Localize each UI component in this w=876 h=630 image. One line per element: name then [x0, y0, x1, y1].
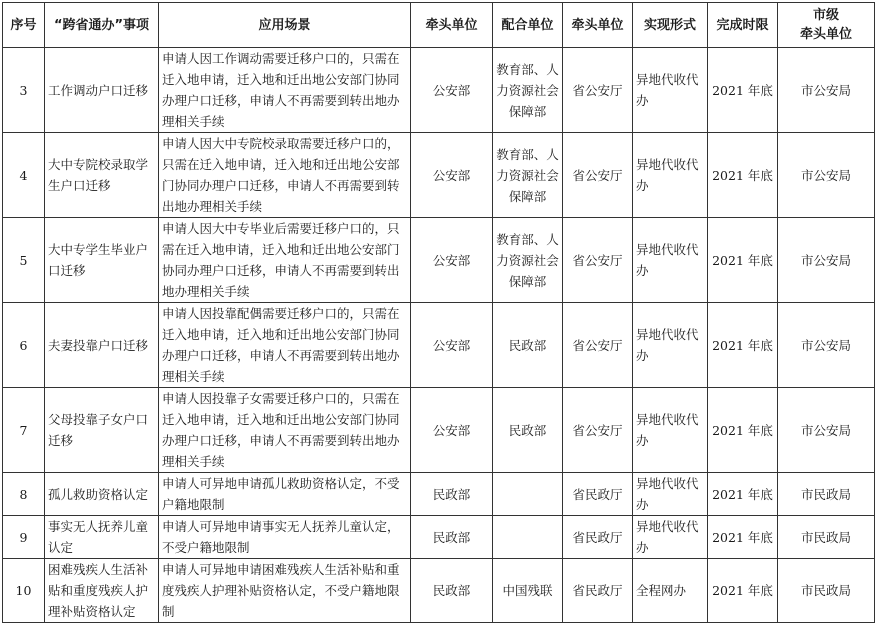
cell-deadline: 2021 年底 [708, 133, 778, 218]
cell-city-lead-unit: 市公安局 [778, 133, 875, 218]
header-lead-unit-provincial: 牵头单位 [563, 3, 633, 48]
cell-item: 孤儿救助资格认定 [45, 473, 159, 516]
table-row [3, 388, 875, 473]
table-row [3, 48, 875, 133]
cell-seq: 4 [3, 133, 45, 218]
table-row [3, 218, 875, 303]
cell-item: 事实无人抚养儿童认定 [45, 516, 159, 559]
header-city-lead-unit [778, 3, 875, 48]
cell-scene: 申请人因投靠子女需要迁移户口的，只需在迁入地申请，迁入地和迁出地公安部门协同办理户口迁移，申请人不再需要到转出地办理相关手续 [159, 388, 411, 473]
cell-coop-unit [493, 473, 563, 516]
cell-item: 父母投靠子女户口迁移 [45, 388, 159, 473]
cell-seq: 5 [3, 218, 45, 303]
cell-scene: 申请人可异地申请事实无人抚养儿童认定，不受户籍地限制 [159, 516, 411, 559]
cell-lead-unit: 民政部 [411, 559, 493, 623]
table-row [3, 516, 875, 559]
cell-seq: 6 [3, 303, 45, 388]
header-form: 实现形式 [633, 3, 708, 48]
cell-scene: 申请人因投靠配偶需要迁移户口的，只需在迁入地申请，迁入地和迁出地公安部门协同办理户口迁移，申请人不再需要到转出地办理相关手续 [159, 303, 411, 388]
cell-city-lead-unit: 市公安局 [778, 48, 875, 133]
cell-seq: 3 [3, 48, 45, 133]
cell-form: 全程网办 [633, 559, 708, 623]
cell-deadline: 2021 年底 [708, 516, 778, 559]
cell-lead-unit-provincial: 省公安厅 [563, 303, 633, 388]
cell-form: 异地代收代办 [633, 133, 708, 218]
cell-lead-unit-provincial: 省民政厅 [563, 473, 633, 516]
cell-lead-unit: 民政部 [411, 516, 493, 559]
cell-deadline: 2021 年底 [708, 559, 778, 623]
cell-item: 夫妻投靠户口迁移 [45, 303, 159, 388]
header-coop-unit: 配合单位 [493, 3, 563, 48]
table-row [3, 559, 875, 623]
cell-form: 异地代收代办 [633, 388, 708, 473]
table-header-row [3, 3, 875, 48]
cell-scene: 申请人因大中专院校录取需要迁移户口的，只需在迁入地申请，迁入地和迁出地公安部门协同办理户口迁移，申请人不再需要到转出地办理相关手续 [159, 133, 411, 218]
cell-lead-unit-provincial: 省公安厅 [563, 388, 633, 473]
cell-lead-unit-provincial: 省公安厅 [563, 48, 633, 133]
cell-lead-unit: 公安部 [411, 133, 493, 218]
cell-deadline: 2021 年底 [708, 473, 778, 516]
cell-form: 异地代收代办 [633, 473, 708, 516]
cell-lead-unit: 公安部 [411, 303, 493, 388]
cell-lead-unit-provincial: 省公安厅 [563, 133, 633, 218]
header-item: “跨省通办”事项 [45, 3, 159, 48]
header-seq: 序号 [3, 3, 45, 48]
cell-form: 异地代收代办 [633, 303, 708, 388]
cell-lead-unit-provincial: 省民政厅 [563, 559, 633, 623]
cell-seq: 8 [3, 473, 45, 516]
header-scene: 应用场景 [159, 3, 411, 48]
cell-form: 异地代收代办 [633, 218, 708, 303]
cell-city-lead-unit: 市公安局 [778, 303, 875, 388]
header-deadline: 完成时限 [708, 3, 778, 48]
cell-city-lead-unit: 市公安局 [778, 388, 875, 473]
cell-scene: 申请人可异地申请孤儿救助资格认定，不受户籍地限制 [159, 473, 411, 516]
cell-form: 异地代收代办 [633, 48, 708, 133]
cell-lead-unit-provincial: 省公安厅 [563, 218, 633, 303]
cell-coop-unit: 中国残联 [493, 559, 563, 623]
header-city-lead-line1: 市级 [812, 8, 839, 23]
cell-city-lead-unit: 市民政局 [778, 559, 875, 623]
cell-deadline: 2021 年底 [708, 218, 778, 303]
cell-item: 大中专学生毕业户口迁移 [45, 218, 159, 303]
cell-scene: 申请人因大中专毕业后需要迁移户口的，只需在迁入地申请，迁入地和迁出地公安部门协同办理户口迁移，申请人不再需要到转出地办理相关手续 [159, 218, 411, 303]
header-lead-unit: 牵头单位 [411, 3, 493, 48]
cell-item: 工作调动户口迁移 [45, 48, 159, 133]
cell-deadline: 2021 年底 [708, 48, 778, 133]
cell-scene: 申请人因工作调动需要迁移户口的，只需在迁入地申请，迁入地和迁出地公安部门协同办理户口迁移，申请人不再需要到转出地办理相关手续 [159, 48, 411, 133]
cell-coop-unit: 教育部、人力资源社会保障部 [493, 133, 563, 218]
cell-coop-unit: 教育部、人力资源社会保障部 [493, 48, 563, 133]
cell-seq: 9 [3, 516, 45, 559]
table-row [3, 473, 875, 516]
cell-city-lead-unit: 市公安局 [778, 218, 875, 303]
cell-coop-unit [493, 516, 563, 559]
cell-lead-unit: 公安部 [411, 218, 493, 303]
cell-seq: 10 [3, 559, 45, 623]
cell-city-lead-unit: 市民政局 [778, 473, 875, 516]
cell-item: 大中专院校录取学生户口迁移 [45, 133, 159, 218]
cell-lead-unit: 民政部 [411, 473, 493, 516]
cell-coop-unit: 民政部 [493, 388, 563, 473]
header-city-lead-line2: 牵头单位 [799, 27, 852, 42]
cell-city-lead-unit: 市民政局 [778, 516, 875, 559]
cell-lead-unit: 公安部 [411, 48, 493, 133]
cell-lead-unit-provincial: 省民政厅 [563, 516, 633, 559]
cell-seq: 7 [3, 388, 45, 473]
table-row [3, 133, 875, 218]
cell-deadline: 2021 年底 [708, 303, 778, 388]
cell-form: 异地代收代办 [633, 516, 708, 559]
cell-lead-unit: 公安部 [411, 388, 493, 473]
cell-scene: 申请人可异地申请困难残疾人生活补贴和重度残疾人护理补贴资格认定，不受户籍地限制 [159, 559, 411, 623]
cell-coop-unit: 教育部、人力资源社会保障部 [493, 218, 563, 303]
cell-item: 困难残疾人生活补贴和重度残疾人护理补贴资格认定 [45, 559, 159, 623]
cross-province-services-table [2, 2, 875, 623]
table-row [3, 303, 875, 388]
cell-coop-unit: 民政部 [493, 303, 563, 388]
cell-deadline: 2021 年底 [708, 388, 778, 473]
